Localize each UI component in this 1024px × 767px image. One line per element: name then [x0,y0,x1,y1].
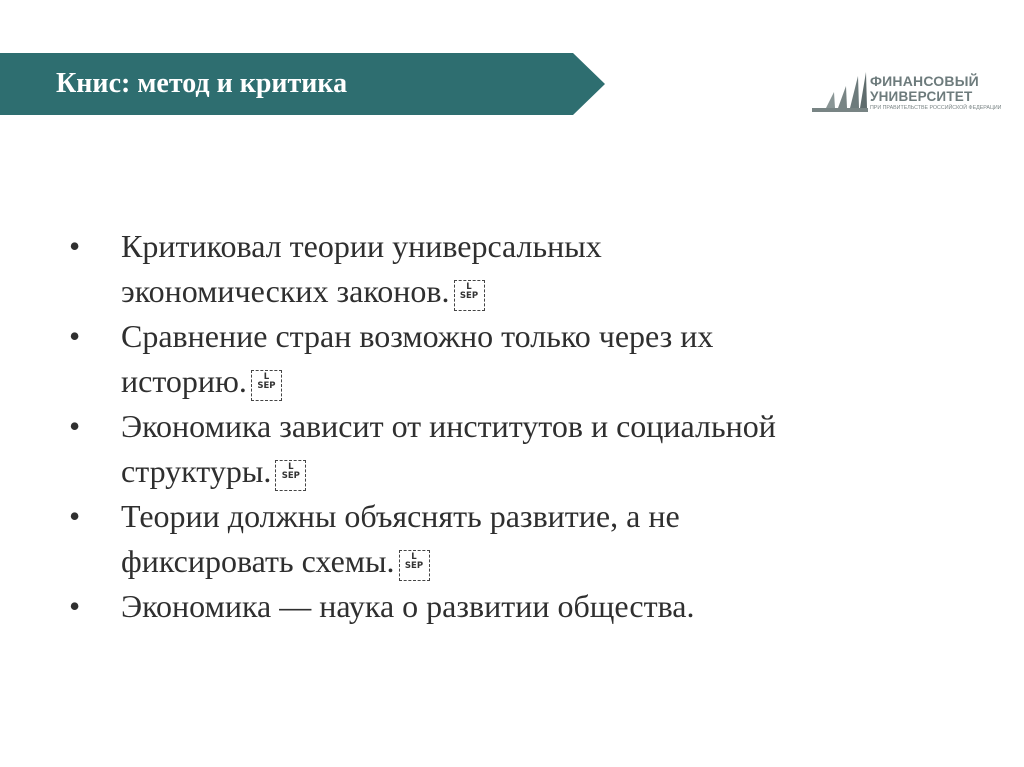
bullet-line: Критиковал теории универсальных [121,228,602,264]
bullet-line: Экономика — наука о развитии общества. [121,588,695,624]
bullet-item [0,584,1024,629]
bullet-item [0,314,1024,404]
bullet-item [0,494,1024,584]
bullet-text [121,404,981,494]
bullet-marker: • [69,408,81,444]
bullet-text [121,314,981,404]
slide-title: Книс: метод и критика [56,68,348,99]
bullet-line: Теории должны объяснять развитие, а не [121,498,680,534]
sep-bottom-label: SEP [257,381,276,391]
sep-symbol-icon [454,280,485,311]
bullet-list [0,224,1024,629]
bullet-line [121,539,981,584]
sep-top-label: L [263,372,270,382]
bullet-marker: • [69,588,81,624]
bullet-text [121,584,981,629]
bullet-line [121,269,981,314]
bullet-line-text: структуры. [121,453,272,489]
bullet-line-text: историю. [121,363,247,399]
sep-top-label: L [288,462,294,472]
bullet-marker: • [69,318,81,354]
bullet-item [0,224,1024,314]
sep-top-label: L [466,282,472,292]
university-logo [810,72,1010,114]
financial-university-logo-icon [810,72,868,114]
sep-bottom-label: SEP [404,561,424,571]
logo-line-government: ПРИ ПРАВИТЕЛЬСТВЕ РОССИЙСКОЙ ФЕДЕРАЦИИ [870,105,1002,111]
sep-symbol-icon [399,550,430,581]
bullet-line-text: экономических законов. [121,273,450,309]
sep-bottom-label: SEP [281,471,300,481]
bullet-line [121,449,981,494]
bullet-line [121,359,981,404]
bullet-line: Сравнение стран возможно только через их [121,318,714,354]
sep-symbol-icon [275,460,306,491]
bullet-text [121,494,981,584]
logo-line-universitet: УНИВЕРСИТЕТ [870,89,973,104]
bullet-item [0,404,1024,494]
bullet-marker: • [69,228,81,264]
bullet-text [121,224,981,314]
sep-bottom-label: SEP [459,291,479,301]
sep-symbol-icon [251,370,282,401]
bullet-line-text: фиксировать схемы. [121,543,395,579]
sep-top-label: L [411,552,417,562]
bullet-line: Экономика зависит от институтов и социальной [121,408,776,444]
logo-line-finansovy: ФИНАНСОВЫЙ [870,73,979,89]
bullet-marker: • [69,498,81,534]
